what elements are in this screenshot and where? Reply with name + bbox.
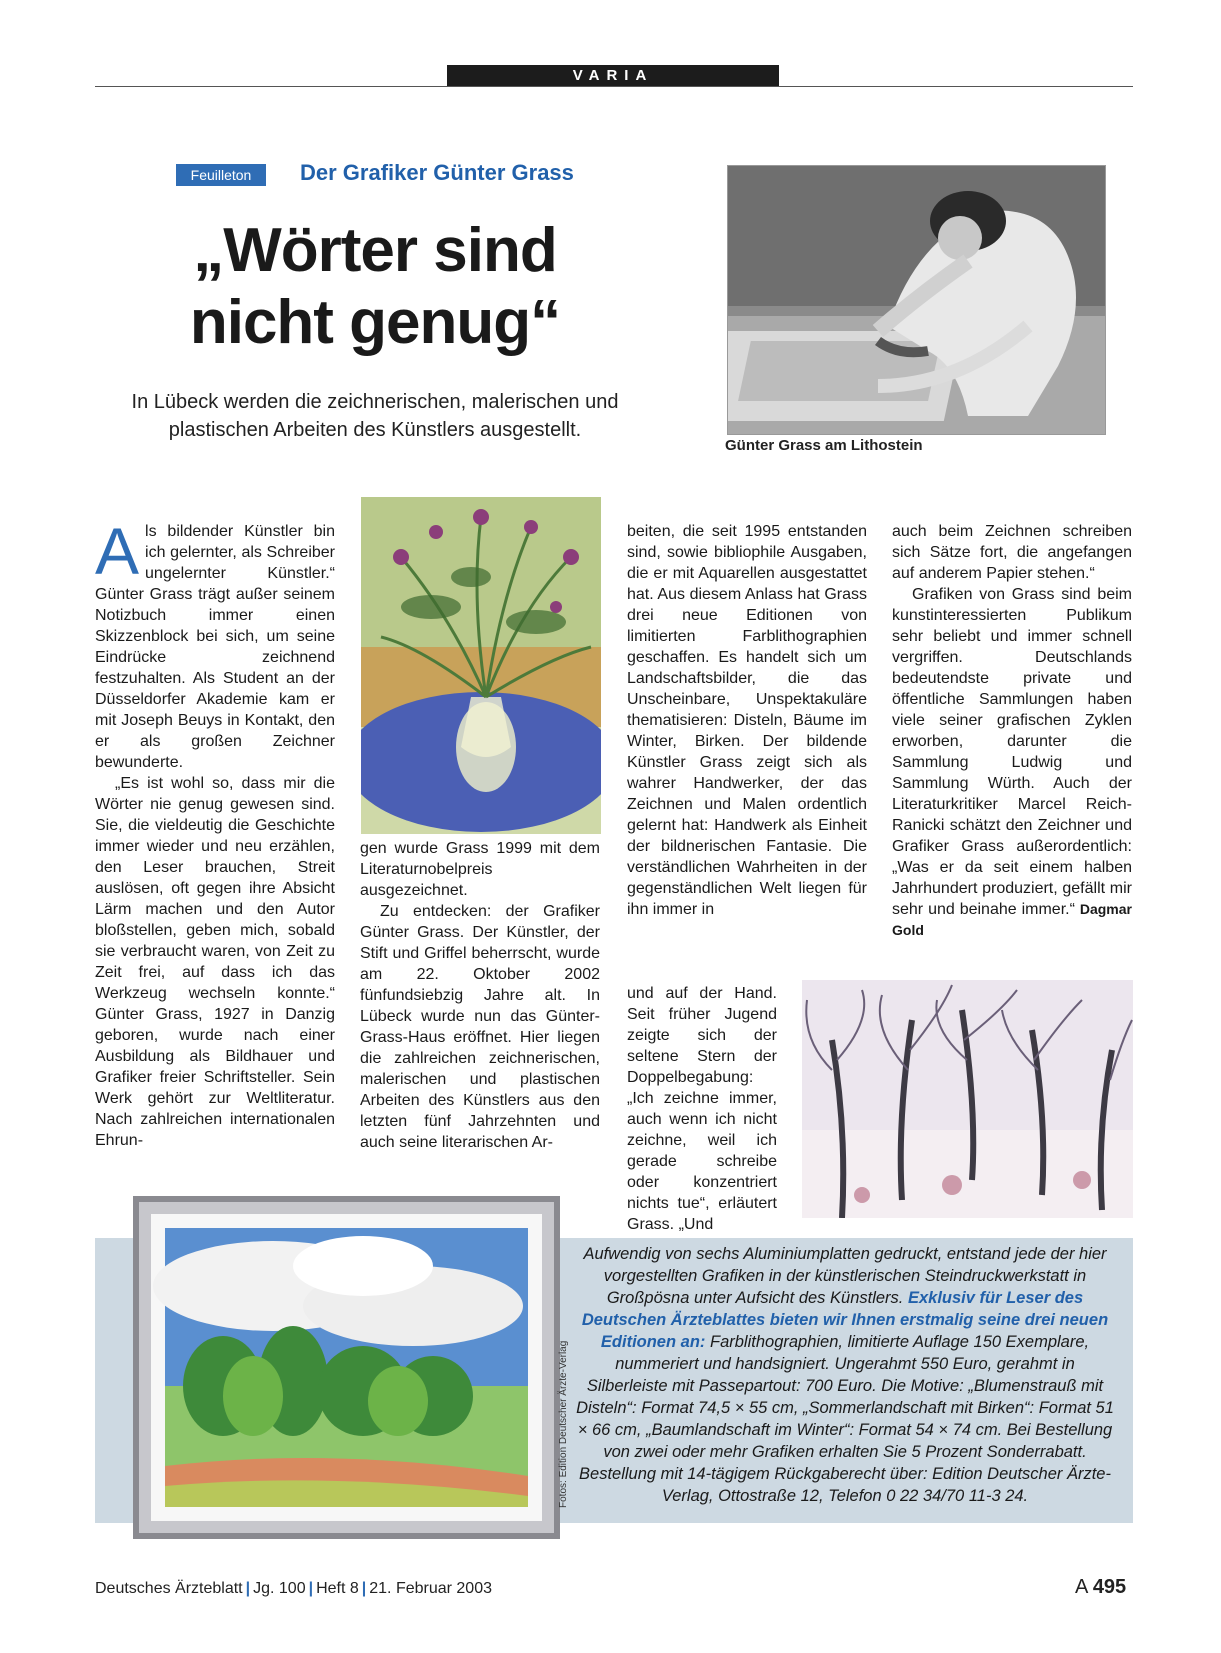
header-rule bbox=[95, 86, 1133, 87]
body-paragraph: auch beim Zeichnen schreiben sich Sätze fort, die angefangen auf anderem Papier stehen.“ bbox=[892, 523, 1132, 582]
artwork-winter-trees bbox=[802, 980, 1133, 1218]
footer-issue: Heft 8 bbox=[316, 1580, 359, 1597]
paragraph-text: ls bildender Künstler bin ich gelernter, als Schreiber ungelernter Künstler.“ Günter Grass trägt außer seinem Notizbuch immer einen Skizzenblock bei sich, um seine Eindrücke zeichnend festzuhalten. Als Student an der Düsseldorfer Akademie kam er mit Joseph Beuys in Kontakt, den er als großen Zeichner bewunderte. bbox=[95, 523, 335, 771]
photo-credit: Fotos: Edition Deutscher Ärzte-Verlag bbox=[558, 1340, 569, 1508]
deck bbox=[120, 388, 630, 444]
artwork-thistle-bouquet bbox=[361, 497, 601, 834]
body-paragraph: und auf der Hand. Seit früher Jugend zeigte sich der seltene Stern der Doppelbegabung: „Ich zeichne immer, auch wenn ich nicht zeichne, weil ich gerade schreibe oder konzentriert nichts tue“, erläutert Grass. „Und bbox=[627, 985, 777, 1233]
body-paragraph: beiten, die seit 1995 entstanden sind, sowie bibliophile Ausgaben, die er mit Aquarellen ausgestattet hat. Aus diesem Anlass hat Grass drei neue Editionen von limitierten Farblithographien geschaffen. Es handelt sich um Landschaftsbilder, die das Unscheinbare, Unspektakuläre thematisieren: Disteln, Bäume im Winter, Birken. Der bildende Künstler Grass zeigt sich als wahrer Handwerker, der das Zeichnen und Malen ordentlich gelernt hat: Handwerk als Einheit der bildnerischen Fantasie. Die verständlichen Wahrheiten in der gegenständlichen Welt liegen für ihn immer in bbox=[627, 523, 867, 918]
body-column-2 bbox=[360, 838, 600, 1153]
deck-line-2: plastischen Arbeiten des Künstlers ausgestellt. bbox=[168, 419, 582, 441]
offer-highlight: Exklusiv für Leser des Deutschen Ärzteblattes bieten wir Ihnen erstmalig seine drei neuen Editionen an: bbox=[581, 1289, 1109, 1351]
body-column-4 bbox=[892, 521, 1132, 941]
drop-cap: A bbox=[95, 514, 140, 588]
footer-citation: Deutsches Ärzteblatt | Jg. 100 | Heft 8 | 21. Februar 2003 bbox=[95, 1580, 492, 1597]
category-badge: Feuilleton bbox=[176, 164, 266, 186]
artwork-winter-trees-illustration bbox=[802, 980, 1133, 1218]
body-column-1 bbox=[95, 514, 335, 1151]
photo-artist-illustration bbox=[728, 166, 1106, 435]
photo-artist-at-lithostone bbox=[727, 165, 1106, 435]
body-column-3-continued bbox=[627, 983, 777, 1235]
footer-volume: Jg. 100 bbox=[253, 1580, 306, 1597]
page-number-value: 495 bbox=[1092, 1576, 1127, 1598]
page-number bbox=[1075, 1576, 1126, 1599]
headline bbox=[150, 215, 600, 359]
body-paragraph: Zu entdecken: der Grafiker Günter Grass. Der Künstler, der Stift und Griffel beherrscht, wurde am 22. Oktober 2002 fünfundsiebzig Jahre alt. In Lübeck wurde nun das Günter-Grass-Haus eröffnet. Hier liegen die zahlreichen zeichnerischen, malerischen und plastischen Arbeiten des Künstlers aus den letzten fünf Jahrzehnten und auch seine literarischen Ar- bbox=[360, 903, 600, 1151]
deck-line-1: In Lübeck werden die zeichnerischen, malerischen und bbox=[131, 391, 619, 413]
offer-text bbox=[575, 1243, 1115, 1507]
section-label: VARIA bbox=[447, 65, 779, 87]
body-paragraph: gen wurde Grass 1999 mit dem Literaturnobelpreis ausgezeichnet. bbox=[360, 840, 600, 899]
offer-intro: Aufwendig von sechs Aluminiumplatten gedruckt, entstand jede der hier vorgestellten Grafiken in der künstlerischen Steindruckwerkstatt in Großpösna unter Aufsicht des Künstlers. bbox=[583, 1245, 1107, 1307]
footer-journal: Deutsches Ärzteblatt bbox=[95, 1580, 243, 1597]
paragraph-text: Grafiken von Grass sind beim kunstinteressierten Publikum sehr beliebt und immer schnell vergriffen. Deutschlands bedeutendste private und öffentliche Sammlungen haben viele seiner grafischen Zyklen erworben, darunter die Sammlung Ludwig und Sammlung Würth. Auch der Literaturkritiker Marcel Reich-Ranicki schätzt den Zeichner und Grafiker Grass außerordentlich: „Was er da seit einem halben Jahrhundert produziert, gefällt mir sehr und beinahe immer.“ bbox=[892, 586, 1132, 918]
artwork-thistle-illustration bbox=[361, 497, 601, 834]
kicker-title: Der Grafiker Günter Grass bbox=[300, 160, 574, 185]
artwork-landscape-illustration bbox=[133, 1196, 560, 1539]
photo-caption: Günter Grass am Lithostein bbox=[725, 437, 923, 454]
headline-line-2: nicht genug“ bbox=[189, 288, 561, 357]
page-prefix: A bbox=[1075, 1576, 1088, 1598]
body-paragraph: „Es ist wohl so, dass mir die Wörter nie genug gewesen sind. Sie, die vieldeutig die Geschichte immer wieder und neu erzählen, den Leser brauchen, Streit auslösen, oft gegen ihre Absicht Lärm machen und den Autor bloßstellen, geben mich, sobald sie verbraucht waren, von Zeit zu Zeit frei, auf dass ich das Werkzeug wechseln konnte.“ Günter Grass, 1927 in Danzig geboren, wurde nach einer Ausbildung als Bildhauer und Grafiker freier Schriftsteller. Sein Werk gehört zur Weltliteratur. Nach zahlreichen internationalen Ehrun- bbox=[95, 775, 335, 1149]
body-paragraph bbox=[892, 584, 1132, 941]
body-paragraph bbox=[95, 514, 335, 773]
artwork-summer-landscape-framed bbox=[133, 1196, 560, 1539]
body-column-3 bbox=[627, 521, 867, 920]
footer-date: 21. Februar 2003 bbox=[369, 1580, 492, 1597]
headline-line-1: „Wörter sind bbox=[193, 216, 557, 285]
offer-details: Farblithographien, limitierte Auflage 150 Exemplare, nummeriert und handsigniert. Ungerahmt 550 Euro, gerahmt in Silberleiste mit Passepartout: 700 Euro. Die Motive: „Blumenstrauß mit Disteln“: Format 74,5 × 55 cm, „Sommerlandschaft mit Birken“: Format 51 × 66 cm, „Baumlandschaft im Winter“: Format 54 × 74 cm. Bei Bestellung von zwei oder mehr Grafiken erhalten Sie 5 Prozent Sonderrabatt. Bestellung mit 14-tägigem Rückgaberecht über: Edition Deutscher Ärzte-Verlag, Ottostraße 12, Telefon 0 22 34/70 11-3 24. bbox=[576, 1333, 1114, 1505]
author-name: Dagmar Gold bbox=[892, 901, 1132, 938]
